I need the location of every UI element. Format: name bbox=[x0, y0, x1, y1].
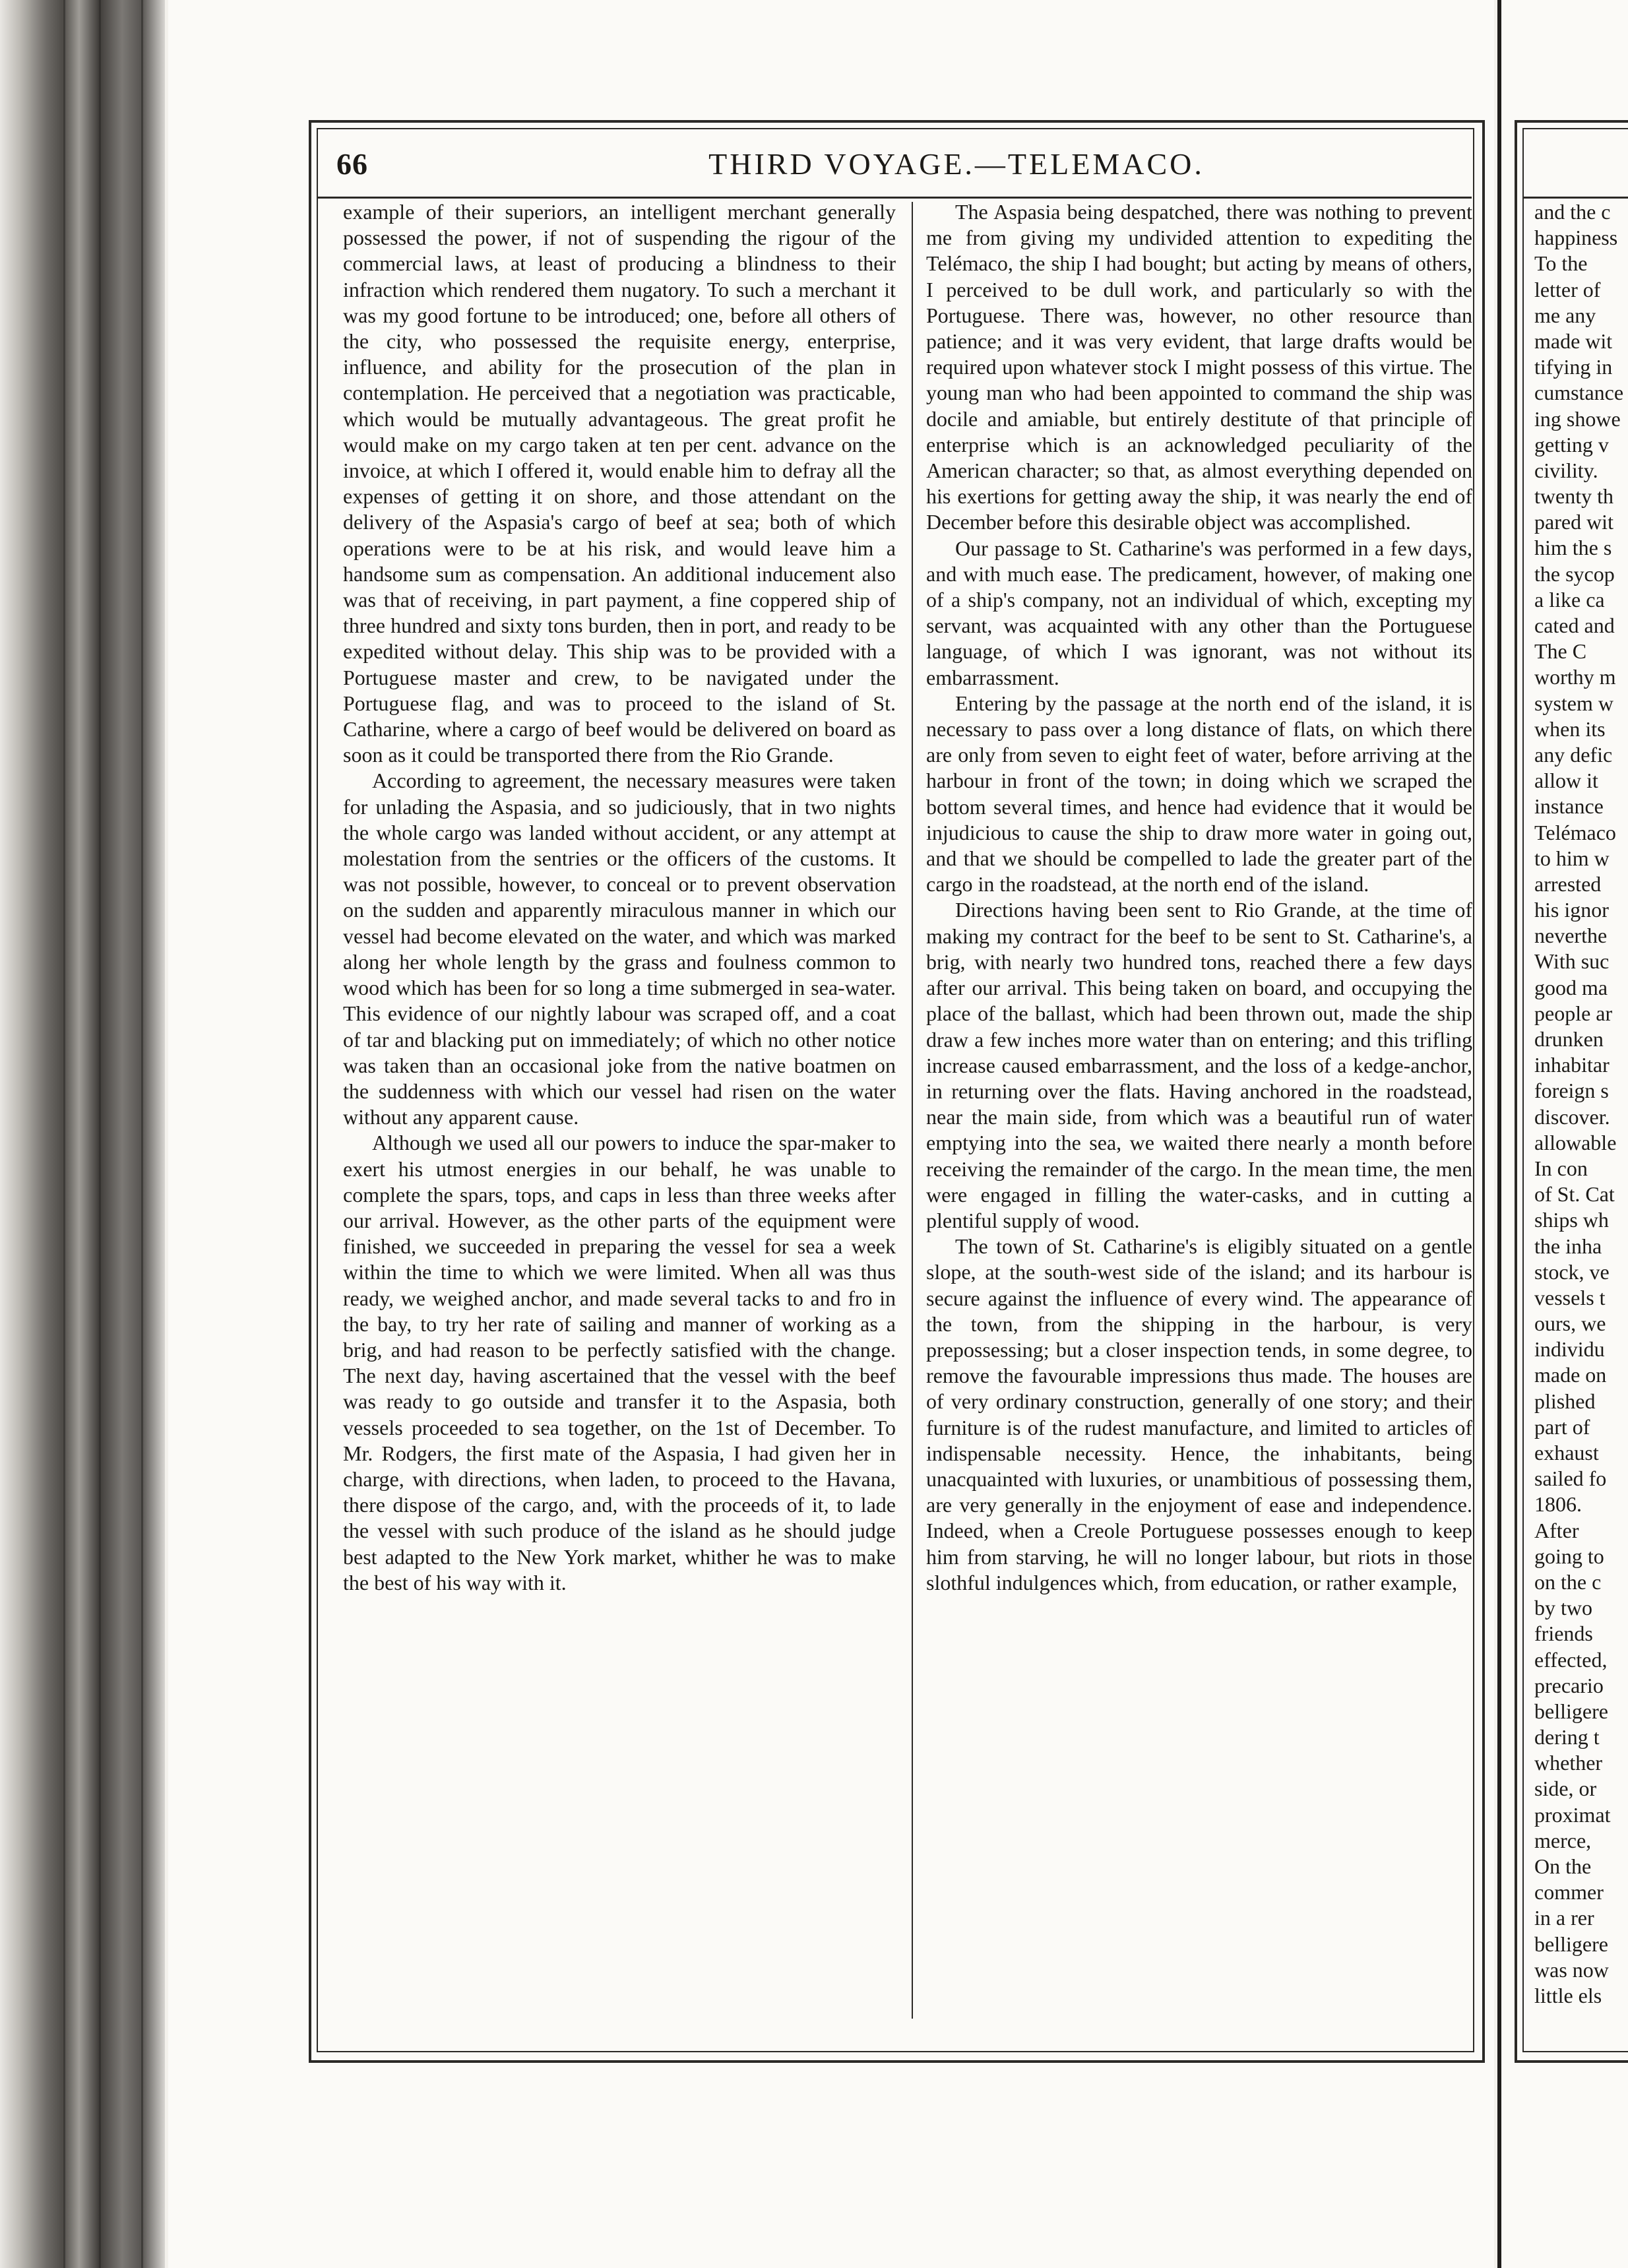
facing-line: cated and bbox=[1534, 614, 1615, 637]
facing-line: ours, we bbox=[1534, 1311, 1606, 1336]
facing-line: the sycop bbox=[1534, 561, 1615, 586]
facing-line: civility. bbox=[1534, 458, 1598, 482]
facing-line: letter of bbox=[1534, 277, 1601, 301]
facing-line: After bbox=[1534, 1518, 1579, 1542]
facing-line: tifying in bbox=[1534, 355, 1613, 379]
left-text-column bbox=[343, 199, 896, 1596]
facing-line: To the bbox=[1534, 251, 1588, 276]
facing-line: ships wh bbox=[1534, 1208, 1609, 1232]
paragraph: Directions having been sent to Rio Grande, at the time of making my contract for the beef to be sent to St. Catharine's, a brig, with nearly two hundred tons, reached there a few days after our arrival. This being taken on board, and occupying the place of the ballast, which had been thrown out, made the ship draw a few inches more water than on entering; and this trifling increase caused embarrassment, and the loss of a kedge-anchor, in returning over the flats. Having anchored in the roadstead, near the main side, from which was a beautiful run of water emptying into the sea, we waited there nearly a month before receiving the remainder of the cargo. In the mean time, the men were engaged in filling the water-casks, and in cutting a plentiful supply of wood. bbox=[926, 898, 1472, 1232]
facing-line: of St. Cat bbox=[1534, 1182, 1615, 1207]
facing-line: proximat bbox=[1534, 1802, 1611, 1827]
facing-header-rule bbox=[1524, 197, 1628, 199]
facing-line: dering t bbox=[1534, 1725, 1600, 1749]
facing-line: 1806. bbox=[1534, 1492, 1582, 1517]
facing-line: on the c bbox=[1534, 1569, 1602, 1594]
facing-line: little els bbox=[1534, 1983, 1602, 2007]
facing-line: On the bbox=[1534, 1854, 1592, 1878]
spine-line bbox=[99, 0, 101, 2268]
facing-line: plished bbox=[1534, 1389, 1596, 1413]
scan-gutter bbox=[0, 0, 165, 2268]
paragraph: Our passage to St. Catharine's was performed in a few days, and with much ease. The predicament, however, of making one of a ship's company, not an individual of which, excepting my servant, was acquainted with any other than the Portuguese language, of which I was ignorant, was not without its embarrassment. bbox=[926, 536, 1472, 689]
facing-line: was now bbox=[1534, 1957, 1609, 1982]
facing-line: to him w bbox=[1534, 846, 1610, 870]
facing-line: effected, bbox=[1534, 1647, 1608, 1672]
facing-line: any defic bbox=[1534, 742, 1613, 767]
facing-line: instance bbox=[1534, 794, 1604, 819]
paragraph: The town of St. Catharine's is eligibly situated on a gentle slope, at the south-west side of the island; and its harbour is secure against the influence of every wind. The appearance of the town, from the shipping in the harbour, is very prepossessing; but a closer inspection tends, in some degree, to remove the favourable impressions thus made. The houses are of very ordinary construction, generally of one story; and their furniture is of the rudest manufacture, and limited to articles of indispensable necessity. Hence, the inhabitants, being unacquainted with luxuries, or unambitious of possessing them, are very generally in the enjoyment of ease and independence. Indeed, when a Creole Portuguese possesses enough to keep him from starving, he will no longer labour, but riots in those slothful indulgences which, from education, or rather example, bbox=[926, 1234, 1472, 1594]
facing-line: friends bbox=[1534, 1622, 1593, 1646]
facing-line: merce, bbox=[1534, 1828, 1592, 1852]
facing-line: system w bbox=[1534, 691, 1613, 715]
facing-line: worthy m bbox=[1534, 665, 1616, 689]
facing-line: sailed fo bbox=[1534, 1466, 1607, 1491]
facing-line: discover. bbox=[1534, 1104, 1610, 1129]
paragraph: The Aspasia being despatched, there was nothing to prevent me from giving my undivided attention to expediting the Telémaco, the ship I had bought; but acting by means of others, I perceived to be dull work, and particularly so with the Portuguese. There was, however, no other resource than patience; and it was very evident, that large drafts would be required upon whatever stock I might possess of this virtue. The young man who had been appointed to command the ship was docile and amiable, but entirely destitute of that principle of enterprise which is an acknowledged peculiarity of the American character; so that, as almost everything depended on his exertions for getting away the ship, it was nearly the end of December before this desirable object was accomplished. bbox=[926, 200, 1472, 534]
page-number: 66 bbox=[336, 147, 368, 181]
facing-page-text bbox=[1534, 199, 1628, 2009]
facing-line: exhaust bbox=[1534, 1441, 1599, 1465]
facing-line: going to bbox=[1534, 1544, 1604, 1568]
facing-line: getting v bbox=[1534, 432, 1609, 457]
facing-line: stock, ve bbox=[1534, 1259, 1610, 1284]
facing-line: pared wit bbox=[1534, 510, 1613, 534]
facing-line: whether bbox=[1534, 1751, 1603, 1775]
facing-line: inhabitar bbox=[1534, 1053, 1610, 1077]
facing-line: in a rer bbox=[1534, 1906, 1594, 1930]
facing-line: happiness bbox=[1534, 226, 1618, 250]
paragraph: Although we used all our powers to induce the spar-maker to exert his utmost energies in our behalf, he was unable to complete the spars, tops, and caps in less than three weeks after our arrival. However, as the other parts of the equipment were finished, we succeeded in preparing the vessel for sea a week within the time to which we were limited. When all was thus ready, we weighed anchor, and made several tacks to and fro in the bay, to try her rate of sailing and manner of working as a brig, and had reason to be perfectly satisfied with the change. The next day, having ascertained that the vessel with the beef was ready to go outside and transfer it to the Aspasia, both vessels proceeded to sea together, on the 1st of December. To Mr. Rodgers, the first mate of the Aspasia, I had given her in charge, with directions, when laden, to proceed to the Havana, there dispose of the cargo, and, with the proceeds of it, to lade the vessel with such produce of the island as he should judge best adapted to the New York market, whither he was to make the best of his way with it. bbox=[343, 1131, 896, 1594]
paragraph: Entering by the passage at the north end of the island, it is necessary to pass over a long distance of flats, on which there are only from seven to eight feet of water, before arriving at the harbour in front of the town; in doing which we scraped the bottom several times, and hence had evidence that it would be injudicious to cause the ship to draw more water in going out, and that we should be compelled to lade the greater part of the cargo in the roadstead, at the north end of the island. bbox=[926, 691, 1472, 897]
facing-line: his ignor bbox=[1534, 898, 1609, 922]
facing-line: when its bbox=[1534, 716, 1606, 741]
column-rule bbox=[912, 202, 913, 2019]
facing-line: With suc bbox=[1534, 949, 1610, 974]
facing-line: commer bbox=[1534, 1880, 1604, 1905]
facing-line: made wit bbox=[1534, 329, 1613, 353]
facing-line: allowable bbox=[1534, 1130, 1617, 1154]
facing-line: cumstance bbox=[1534, 381, 1624, 405]
facing-line: side, or bbox=[1534, 1777, 1597, 1801]
facing-line: people ar bbox=[1534, 1001, 1613, 1025]
facing-line: made on bbox=[1534, 1363, 1607, 1387]
facing-line: by two bbox=[1534, 1596, 1592, 1620]
facing-line: foreign s bbox=[1534, 1079, 1609, 1103]
facing-line: arrested bbox=[1534, 871, 1602, 896]
facing-line: individu bbox=[1534, 1337, 1605, 1362]
running-head: THIRD VOYAGE.—TELEMACO. bbox=[708, 147, 1205, 181]
facing-line: the inha bbox=[1534, 1234, 1602, 1258]
facing-line: a like ca bbox=[1534, 587, 1605, 612]
facing-line: part of bbox=[1534, 1414, 1590, 1439]
spine-line bbox=[63, 0, 65, 2268]
facing-line: allow it bbox=[1534, 769, 1598, 793]
header-rule bbox=[318, 197, 1472, 199]
facing-line: precario bbox=[1534, 1673, 1604, 1697]
facing-line: The C bbox=[1534, 639, 1587, 664]
facing-line: ing showe bbox=[1534, 406, 1621, 431]
facing-line: me any bbox=[1534, 303, 1596, 327]
facing-line: belligere bbox=[1534, 1932, 1608, 1956]
paragraph: example of their superiors, an intelligent merchant generally possessed the power, if not of suspending the rigour of the commercial laws, at least of producing a blindness to their infraction which rendered them nugatory. To such a merchant it was my good fortune to be introduced; one, before all others of the city, who possessed the requisite energy, enterprise, influence, and ability for the prosecution of the plan in contemplation. He perceived that a negotiation was practicable, which would be mutually advantageous. The great profit he would make on my cargo taken at ten per cent. advance on the invoice, at which I offered it, would enable him to defray all the expenses of getting it on shore, and those attendant on the delivery of the Aspasia's cargo of beef at sea; both of which operations were to be at his risk, and would leave him a handsome sum as compensation. An additional inducement also was that of receiving, in part payment, a fine coppered ship of three hundred and sixty tons burden, then in port, and ready to be expedited without delay. This ship was to be provided with a Portuguese master and crew, to be navigated under the Portuguese flag, and was to proceed to the island of St. Catharine, where a cargo of beef would be delivered on board as soon as it could be transported there from the Rio Grande. bbox=[343, 200, 896, 767]
paragraph: According to agreement, the necessary measures were taken for unlading the Aspasia, and so judiciously, that in two nights the whole cargo was landed without accident, or any attempt at molestation from the sentries or the officers of the customs. It was not possible, however, to conceal or to prevent observation on the sudden and apparently miraculous manner in which our vessel had become elevated on the water, and which was marked along her whole length by the grass and foulness common to wood which has been for so long a time submerged in sea-water. This evidence of our nightly labour was scraped off, and a coat of tar and blacking put on immediately; of which no other notice was taken than an occasional joke from the native boatmen on the suddenness with which our vessel had risen on the water without any apparent cause. bbox=[343, 769, 896, 1129]
right-text-column bbox=[926, 199, 1472, 1596]
facing-line: and the c bbox=[1534, 200, 1611, 224]
spine-line bbox=[141, 0, 143, 2268]
facing-line: twenty th bbox=[1534, 484, 1613, 509]
facing-line: good ma bbox=[1534, 975, 1608, 999]
facing-line: vessels t bbox=[1534, 1285, 1606, 1309]
facing-line: him the s bbox=[1534, 536, 1612, 560]
facing-line: drunken bbox=[1534, 1027, 1604, 1051]
facing-line: In con bbox=[1534, 1156, 1588, 1180]
facing-line: neverthe bbox=[1534, 924, 1608, 948]
facing-line: belligere bbox=[1534, 1699, 1608, 1723]
facing-line: Telémaco bbox=[1534, 820, 1616, 844]
